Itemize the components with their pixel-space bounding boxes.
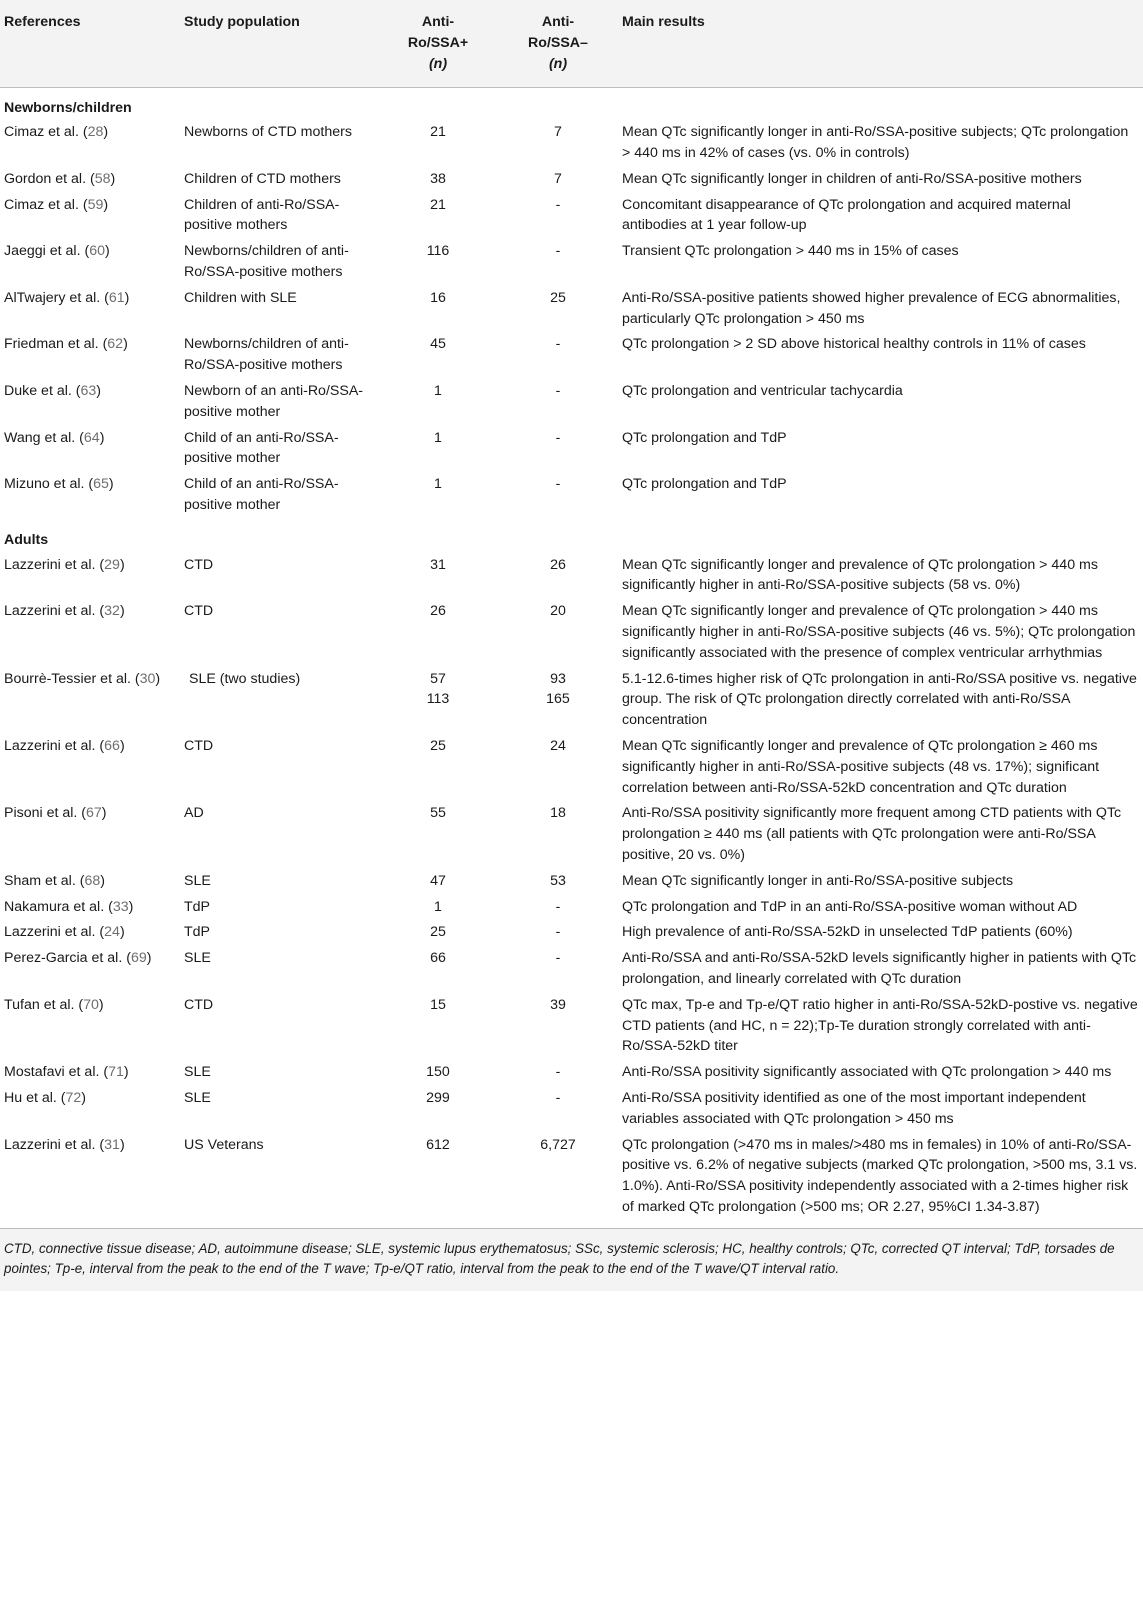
positive-count: 25: [430, 924, 446, 941]
positive-count: 113: [426, 691, 450, 708]
negative-count-cell: [498, 240, 618, 287]
reference-author: Tufan et al. (: [4, 996, 84, 1013]
section-title: Adults: [4, 531, 49, 548]
positive-count-cell: [378, 194, 498, 241]
table-row: [0, 600, 1143, 667]
reference-close: ): [146, 950, 152, 967]
table-row: [0, 1134, 1143, 1226]
header-positive-label: Anti-Ro/SSA+: [407, 14, 469, 51]
positive-count: 1: [434, 898, 442, 915]
positive-count-cell: [378, 333, 498, 380]
reference-close: ): [124, 289, 130, 306]
positive-count-cell: [378, 427, 498, 474]
reference-cell: [0, 947, 180, 994]
header-anti-ro-negative: [498, 0, 618, 87]
reference-cell: [0, 287, 180, 334]
results-cell: QTc prolongation and TdP in an anti-Ro/SSA-positive woman without AD: [622, 898, 1078, 915]
positive-count-cell: [378, 554, 498, 601]
reference-author: Duke et al. (: [4, 383, 81, 400]
negative-count-cell: [498, 473, 618, 520]
negative-count: 53: [550, 872, 566, 889]
reference-cell: [0, 168, 180, 194]
table-row: [0, 380, 1143, 427]
reference-cell: [0, 994, 180, 1061]
population-cell: CTD: [184, 556, 214, 573]
reference-close: ): [119, 603, 125, 620]
results-cell: Anti-Ro/SSA positivity significantly more frequent among CTD patients with QTc prolongation ≥ 440 ms (all patients with QTc prolongation were anti-Ro/SSA positive, 20 vs. 0%): [622, 805, 1122, 863]
negative-count-cell: [498, 994, 618, 1061]
reference-number-link[interactable]: 66: [104, 738, 120, 755]
reference-author: Lazzerini et al. (: [4, 738, 105, 755]
negative-count: -: [555, 383, 561, 400]
header-row: [0, 0, 1143, 87]
negative-count: -: [555, 1064, 561, 1081]
reference-cell: [0, 427, 180, 474]
reference-author: Hu et al. (: [4, 1089, 66, 1106]
header-results: Main results: [618, 0, 1143, 87]
reference-number-link[interactable]: 72: [65, 1089, 82, 1106]
table-row: [0, 427, 1143, 474]
reference-author: Bourrè-Tessier et al. (: [4, 670, 140, 687]
negative-count-cell: [498, 896, 618, 922]
positive-count: 1: [434, 429, 442, 446]
reference-close: ): [123, 1064, 129, 1081]
results-cell: QTc prolongation and TdP: [622, 429, 787, 446]
header-negative-n: (n): [548, 55, 568, 72]
reference-close: ): [103, 196, 109, 213]
reference-number-link[interactable]: 69: [130, 950, 147, 967]
results-cell: Transient QTc prolongation > 440 ms in 15% of cases: [622, 243, 959, 260]
reference-number-link[interactable]: 59: [87, 196, 104, 213]
negative-count: -: [555, 336, 561, 353]
reference-number-link[interactable]: 64: [83, 429, 100, 446]
table-footnote: CTD, connective tissue disease; AD, autoimmune disease; SLE, systemic lupus erythematosus; SSc, systemic sclerosis; HC, healthy controls; QTc, corrected QT interval; TdP, torsades de pointes; Tp-e, interval from the peak to the end of the T wave; Tp-e/QT ratio, interval from the peak to the end of the T wave/QT interval ratio.: [0, 1228, 1143, 1291]
negative-count-cell: [498, 921, 618, 947]
negative-count: 165: [546, 691, 570, 708]
section-row: [0, 520, 1143, 554]
reference-author: Gordon et al. (: [4, 170, 95, 187]
negative-count: 24: [550, 738, 566, 755]
results-cell: Mean QTc significantly longer and prevalence of QTc prolongation ≥ 460 ms significantly higher in anti-Ro/SSA-positive subjects (48 vs. 17%); significant correlation between anti-Ro/SSA-52kD concentration and QTc duration: [622, 738, 1100, 796]
positive-count: 26: [430, 603, 446, 620]
population-cell: SLE: [184, 872, 211, 889]
reference-author: Lazzerini et al. (: [4, 603, 105, 620]
negative-count: 39: [550, 996, 566, 1013]
results-cell: Anti-Ro/SSA positivity significantly associated with QTc prolongation > 440 ms: [622, 1064, 1112, 1081]
reference-close: ): [119, 738, 125, 755]
reference-number-link[interactable]: 65: [93, 476, 109, 493]
reference-cell: [0, 600, 180, 667]
table-row: [0, 554, 1143, 601]
positive-count-cell: [378, 287, 498, 334]
negative-count: 18: [550, 805, 566, 822]
section-row: [0, 87, 1143, 121]
header-negative-label: Anti-Ro/SSA–: [528, 14, 588, 51]
reference-number-link[interactable]: 33: [112, 898, 129, 915]
table-row: [0, 287, 1143, 334]
reference-cell: [0, 554, 180, 601]
population-cell: CTD: [184, 603, 214, 620]
reference-close: ): [108, 476, 114, 493]
reference-close: ): [104, 243, 110, 260]
negative-count-cell: [498, 600, 618, 667]
reference-cell: [0, 121, 180, 168]
negative-count: -: [555, 243, 561, 260]
reference-number-link[interactable]: 30: [139, 670, 156, 687]
reference-author: Friedman et al. (: [4, 336, 108, 353]
population-cell: Newborn of an anti-Ro/SSA-positive mother: [184, 383, 364, 420]
reference-cell: [0, 735, 180, 802]
positive-count: 66: [430, 950, 446, 967]
reference-author: Lazzerini et al. (: [4, 924, 105, 941]
positive-count: 25: [430, 738, 446, 755]
reference-number-link[interactable]: 70: [83, 996, 99, 1013]
table-row: [0, 1061, 1143, 1087]
reference-author: Mostafavi et al. (: [4, 1064, 109, 1081]
results-cell: QTc prolongation (>470 ms in males/>480 ms in females) in 10% of anti-Ro/SSA-positive vs. 6.2% of negative subjects (marked QTc prolongation, >500 ms, 3.1 vs. 1.0%). Anti-Ro/SSA positivity independently associated with a 2-times higher risk of marked QTc prolongation (>500 ms; OR 2.27, 95%CI 1.34-3.87): [622, 1136, 1138, 1215]
reference-cell: [0, 380, 180, 427]
reference-author: Cimaz et al. (: [4, 196, 88, 213]
negative-count: 25: [550, 289, 566, 306]
negative-count-cell: [498, 194, 618, 241]
positive-count-cell: [378, 870, 498, 896]
results-cell: Anti-Ro/SSA-positive patients showed higher prevalence of ECG abnormalities, particularly QTc prolongation > 450 ms: [622, 289, 1121, 327]
negative-count: -: [555, 196, 561, 213]
results-cell: Anti-Ro/SSA positivity identified as one of the most important independent variables associated with QTc prolongation > 450 ms: [622, 1089, 1086, 1127]
reference-number-link[interactable]: 29: [104, 556, 120, 573]
negative-count-cell: [498, 333, 618, 380]
population-cell: Newborns/children of anti-Ro/SSA-positive mothers: [184, 243, 349, 281]
reference-author: Lazzerini et al. (: [4, 1136, 105, 1153]
reference-close: ): [101, 805, 107, 822]
positive-count: 116: [426, 243, 450, 260]
positive-count-cell: [378, 896, 498, 922]
reference-cell: [0, 473, 180, 520]
table-row: [0, 121, 1143, 168]
header-positive-n: (n): [428, 55, 448, 72]
positive-count: 47: [430, 872, 446, 889]
reference-number-link[interactable]: 68: [84, 872, 101, 889]
table-row: [0, 947, 1143, 994]
population-cell: Child of an anti-Ro/SSA-positive mother: [184, 429, 339, 467]
reference-author: Mizuno et al. (: [4, 476, 94, 493]
reference-cell: [0, 1087, 180, 1134]
population-cell: Newborns of CTD mothers: [184, 124, 352, 141]
population-cell: SLE (two studies): [189, 670, 301, 687]
negative-count-cell: [498, 947, 618, 994]
reference-close: ): [99, 429, 105, 446]
table-row: [0, 240, 1143, 287]
results-cell: Mean QTc significantly longer in children of anti-Ro/SSA-positive mothers: [622, 170, 1082, 187]
negative-count: 6,727: [540, 1136, 576, 1153]
negative-count: -: [555, 476, 561, 493]
negative-count-cell: [498, 802, 618, 869]
reference-close: ): [119, 924, 125, 941]
reference-number-link[interactable]: 60: [89, 243, 105, 260]
positive-count-cell: [378, 735, 498, 802]
reference-number-link[interactable]: 31: [104, 1136, 120, 1153]
positive-count: 55: [430, 805, 446, 822]
results-cell: Mean QTc significantly longer in anti-Ro/SSA-positive subjects: [622, 872, 1014, 889]
negative-count: 7: [554, 170, 562, 187]
table-row: [0, 1087, 1143, 1134]
negative-count-cell: [498, 668, 618, 735]
positive-count: 57: [430, 670, 446, 687]
reference-number-link[interactable]: 24: [104, 924, 120, 941]
table-header: [0, 0, 1143, 87]
reference-cell: [0, 1061, 180, 1087]
reference-number-link[interactable]: 63: [80, 383, 97, 400]
positive-count: 38: [430, 170, 446, 187]
population-cell: SLE: [184, 950, 211, 967]
negative-count-cell: [498, 287, 618, 334]
positive-count-cell: [378, 1134, 498, 1226]
reference-number-link[interactable]: 28: [87, 124, 104, 141]
reference-author: AlTwajery et al. (: [4, 289, 109, 306]
negative-count-cell: [498, 1087, 618, 1134]
reference-author: Wang et al. (: [4, 429, 84, 446]
table-row: [0, 870, 1143, 896]
reference-close: ): [103, 124, 109, 141]
results-cell: Mean QTc significantly longer and prevalence of QTc prolongation > 440 ms significantly higher in anti-Ro/SSA-positive subjects (46 vs. 5%); QTc prolongation significantly associated with the presence of complex ventricular arrhythmias: [622, 603, 1136, 661]
positive-count-cell: [378, 473, 498, 520]
section-title: Newborns/children: [4, 99, 132, 116]
reference-number-link[interactable]: 61: [108, 289, 125, 306]
positive-count: 31: [430, 556, 446, 573]
negative-count: -: [555, 950, 561, 967]
negative-count: -: [555, 924, 561, 941]
results-cell: High prevalence of anti-Ro/SSA-52kD in unselected TdP patients (60%): [622, 924, 1073, 941]
negative-count-cell: [498, 427, 618, 474]
negative-count-cell: [498, 380, 618, 427]
population-cell: TdP: [184, 898, 211, 915]
positive-count-cell: [378, 1061, 498, 1087]
results-cell: QTc max, Tp-e and Tp-e/QT ratio higher in anti-Ro/SSA-52kD-postive vs. negative CTD patients (and HC, n = 22);Tp-Te duration strongly correlated with anti-Ro/SSA-52kD titer: [622, 996, 1138, 1055]
header-anti-ro-positive: [378, 0, 498, 87]
reference-author: Pisoni et al. (: [4, 805, 87, 822]
positive-count-cell: [378, 1087, 498, 1134]
positive-count-cell: [378, 947, 498, 994]
positive-count-cell: [378, 380, 498, 427]
reference-author: Cimaz et al. (: [4, 124, 88, 141]
results-cell: 5.1-12.6-times higher risk of QTc prolongation in anti-Ro/SSA positive vs. negative group. The risk of QTc prolongation directly correlated with anti-Ro/SSA concentration: [622, 670, 1137, 729]
negative-count-cell: [498, 735, 618, 802]
positive-count-cell: [378, 240, 498, 287]
table-row: [0, 168, 1143, 194]
positive-count: 1: [434, 383, 442, 400]
negative-count: -: [555, 898, 561, 915]
negative-count-cell: [498, 1134, 618, 1226]
positive-count: 1: [434, 476, 442, 493]
population-cell: Children of CTD mothers: [184, 170, 341, 187]
population-cell: SLE: [184, 1064, 211, 1081]
reference-author: Perez-Garcia et al. (: [4, 950, 131, 967]
positive-count-cell: [378, 921, 498, 947]
positive-count: 15: [430, 996, 446, 1013]
positive-count-cell: [378, 121, 498, 168]
table-row: [0, 921, 1143, 947]
reference-cell: [0, 896, 180, 922]
negative-count-cell: [498, 870, 618, 896]
reference-number-link[interactable]: 62: [107, 336, 124, 353]
population-cell: Newborns/children of anti-Ro/SSA-positive mothers: [184, 336, 349, 374]
table-row: [0, 896, 1143, 922]
reference-close: ): [81, 1089, 87, 1106]
reference-close: ): [98, 996, 104, 1013]
negative-count-cell: [498, 554, 618, 601]
population-cell: US Veterans: [184, 1136, 264, 1153]
negative-count: 26: [550, 556, 566, 573]
reference-number-link[interactable]: 32: [104, 603, 120, 620]
reference-cell: [0, 921, 180, 947]
table-row: [0, 802, 1143, 869]
table-row: [0, 735, 1143, 802]
negative-count: 7: [554, 124, 562, 141]
positive-count: 21: [430, 196, 446, 213]
reference-cell: [0, 1134, 180, 1226]
reference-number-link[interactable]: 67: [86, 805, 102, 822]
positive-count-cell: [378, 600, 498, 667]
negative-count-cell: [498, 168, 618, 194]
population-cell: Child of an anti-Ro/SSA-positive mother: [184, 476, 339, 514]
reference-close: ): [128, 898, 134, 915]
negative-count-cell: [498, 121, 618, 168]
reference-close: ): [96, 383, 102, 400]
reference-number-link[interactable]: 71: [108, 1064, 124, 1081]
results-cell: Anti-Ro/SSA and anti-Ro/SSA-52kD levels significantly higher in patients with QTc prolongation, and linearly correlated with QTc duration: [622, 950, 1137, 987]
positive-count-cell: [378, 668, 498, 735]
table-row: [0, 194, 1143, 241]
reference-close: ): [100, 872, 105, 889]
reference-author: Lazzerini et al. (: [4, 556, 105, 573]
positive-count: 45: [430, 336, 446, 353]
reference-number-link[interactable]: 58: [94, 170, 111, 187]
reference-cell: [0, 870, 180, 896]
population-cell: SLE: [184, 1089, 211, 1106]
results-cell: QTc prolongation and TdP: [622, 476, 787, 493]
population-cell: CTD: [184, 996, 214, 1013]
results-cell: Mean QTc significantly longer and prevalence of QTc prolongation > 440 ms significantly higher in anti-Ro/SSA-positive subjects (58 vs. 0%): [622, 556, 1098, 594]
reference-close: ): [123, 336, 128, 353]
negative-count: 93: [550, 670, 566, 687]
reference-cell: [0, 333, 180, 380]
population-cell: TdP: [184, 924, 211, 941]
reference-close: ): [110, 170, 116, 187]
header-references: References: [0, 0, 180, 87]
positive-count-cell: [378, 168, 498, 194]
reference-cell: [0, 240, 180, 287]
table-row: [0, 473, 1143, 520]
population-cell: Children with SLE: [184, 289, 297, 306]
population-cell: CTD: [184, 738, 214, 755]
negative-count-cell: [498, 1061, 618, 1087]
positive-count: 150: [426, 1064, 450, 1081]
population-cell: AD: [184, 805, 204, 822]
results-cell: QTc prolongation and ventricular tachycardia: [622, 383, 903, 400]
table-row: [0, 333, 1143, 380]
results-cell: Mean QTc significantly longer in anti-Ro/SSA-positive subjects; QTc prolongation > 440 ms in 42% of cases (vs. 0% in controls): [622, 124, 1129, 162]
reference-author: Jaeggi et al. (: [4, 243, 90, 260]
positive-count: 21: [430, 124, 446, 141]
reference-close: ): [155, 670, 161, 687]
positive-count-cell: [378, 802, 498, 869]
positive-count: 299: [426, 1089, 450, 1106]
results-cell: QTc prolongation > 2 SD above historical healthy controls in 11% of cases: [622, 336, 1086, 353]
header-population: Study population: [180, 0, 378, 87]
reference-author: Sham et al. (: [4, 872, 85, 889]
reference-close: ): [119, 1136, 125, 1153]
reference-cell: [0, 668, 180, 735]
results-cell: Concomitant disappearance of QTc prolongation and acquired maternal antibodies at 1 year follow-up: [622, 196, 1071, 234]
positive-count: 16: [430, 289, 446, 306]
reference-author: Nakamura et al. (: [4, 898, 113, 915]
negative-count: -: [555, 1089, 561, 1106]
table-body: [0, 87, 1143, 1226]
reference-close: ): [119, 556, 125, 573]
table-row: [0, 994, 1143, 1061]
positive-count: 612: [426, 1136, 450, 1153]
negative-count: 20: [550, 603, 566, 620]
population-cell: Children of anti-Ro/SSA-positive mothers: [184, 196, 340, 234]
reference-cell: [0, 802, 180, 869]
reference-cell: [0, 194, 180, 241]
table-row: [0, 668, 1143, 735]
negative-count: -: [555, 429, 561, 446]
positive-count-cell: [378, 994, 498, 1061]
